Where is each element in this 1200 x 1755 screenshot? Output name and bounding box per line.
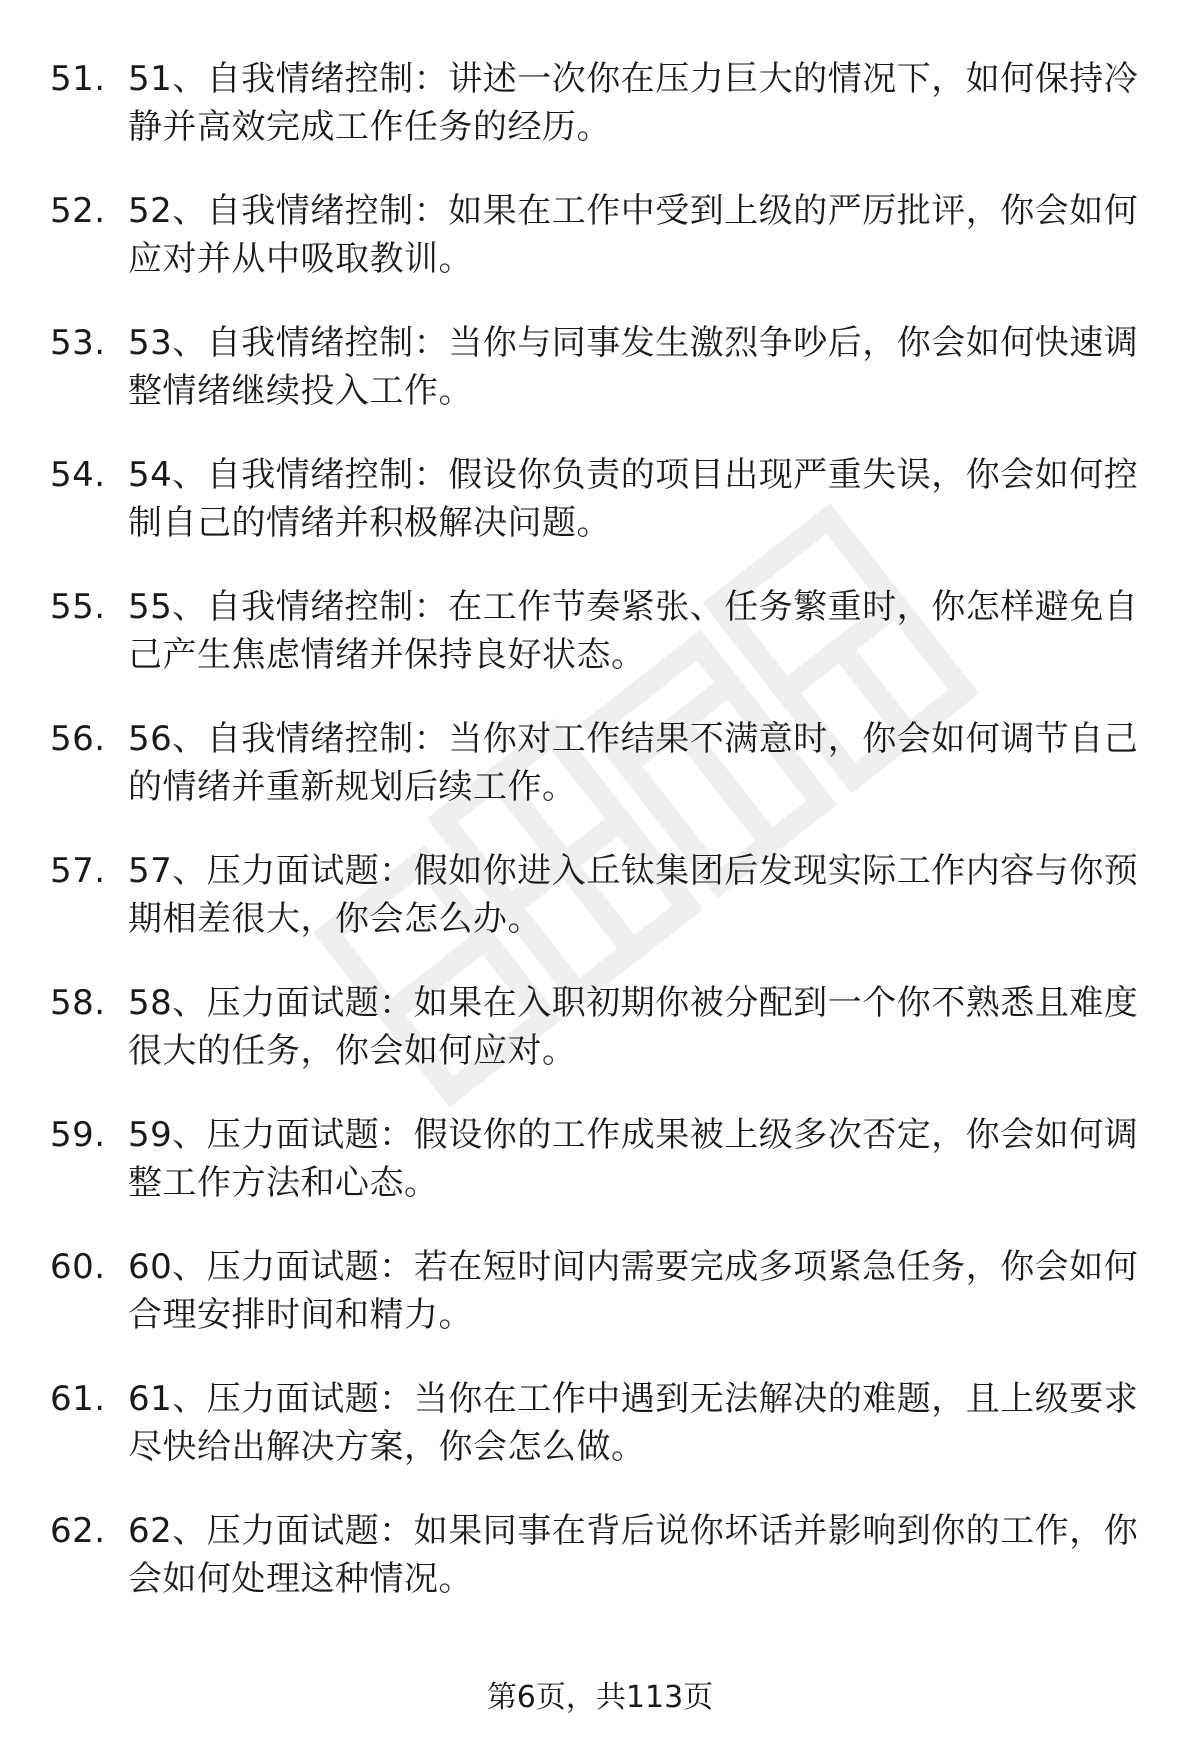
question-number: 59. <box>50 1115 106 1155</box>
question-text: 51、自我情绪控制：讲述一次你在压力巨大的情况下，如何保持冷静并高效完成工作任务的经历。 <box>128 59 1139 147</box>
question-item <box>50 979 1150 1075</box>
question-text: 62、压力面试题：如果同事在背后说你坏话并影响到你的工作，你会如何处理这种情况。 <box>128 1511 1139 1599</box>
question-item <box>50 583 1150 679</box>
question-item <box>50 1243 1150 1339</box>
question-text: 57、压力面试题：假如你进入丘钛集团后发现实际工作内容与你预期相差很大，你会怎么办。 <box>128 851 1139 939</box>
question-item <box>50 187 1150 283</box>
question-text: 55、自我情绪控制：在工作节奏紧张、任务繁重时，你怎样避免自己产生焦虑情绪并保持良好状态。 <box>128 587 1139 675</box>
question-number: 55. <box>50 587 106 627</box>
question-item <box>50 319 1150 415</box>
question-number: 54. <box>50 455 106 495</box>
question-list <box>50 55 1150 1639</box>
question-item <box>50 1507 1150 1603</box>
question-number: 53. <box>50 323 106 363</box>
question-number: 61. <box>50 1379 106 1419</box>
question-text: 61、压力面试题：当你在工作中遇到无法解决的难题，且上级要求尽快给出解决方案，你会怎么做。 <box>128 1379 1139 1467</box>
question-text: 60、压力面试题：若在短时间内需要完成多项紧急任务，你会如何合理安排时间和精力。 <box>128 1247 1139 1335</box>
question-number: 57. <box>50 851 106 891</box>
question-item <box>50 847 1150 943</box>
question-text: 54、自我情绪控制：假设你负责的项目出现严重失误，你会如何控制自己的情绪并积极解决问题。 <box>128 455 1139 543</box>
question-item <box>50 55 1150 151</box>
question-number: 58. <box>50 983 106 1023</box>
question-number: 56. <box>50 719 106 759</box>
question-text: 56、自我情绪控制：当你对工作结果不满意时，你会如何调节自己的情绪并重新规划后续工作。 <box>128 719 1139 807</box>
question-text: 59、压力面试题：假设你的工作成果被上级多次否定，你会如何调整工作方法和心态。 <box>128 1115 1139 1203</box>
question-item <box>50 1111 1150 1207</box>
page-number-footer: 第6页，共113页 <box>486 1680 714 1715</box>
question-item <box>50 451 1150 547</box>
question-item <box>50 1375 1150 1471</box>
question-text: 53、自我情绪控制：当你与同事发生激烈争吵后，你会如何快速调整情绪继续投入工作。 <box>128 323 1139 411</box>
question-number: 52. <box>50 191 106 231</box>
question-text: 52、自我情绪控制：如果在工作中受到上级的严厉批评，你会如何应对并从中吸取教训。 <box>128 191 1139 279</box>
question-number: 60. <box>50 1247 106 1287</box>
question-number: 62. <box>50 1511 106 1551</box>
question-item <box>50 715 1150 811</box>
question-text: 58、压力面试题：如果在入职初期你被分配到一个你不熟悉且难度很大的任务，你会如何应对。 <box>128 983 1139 1071</box>
question-number: 51. <box>50 59 106 99</box>
